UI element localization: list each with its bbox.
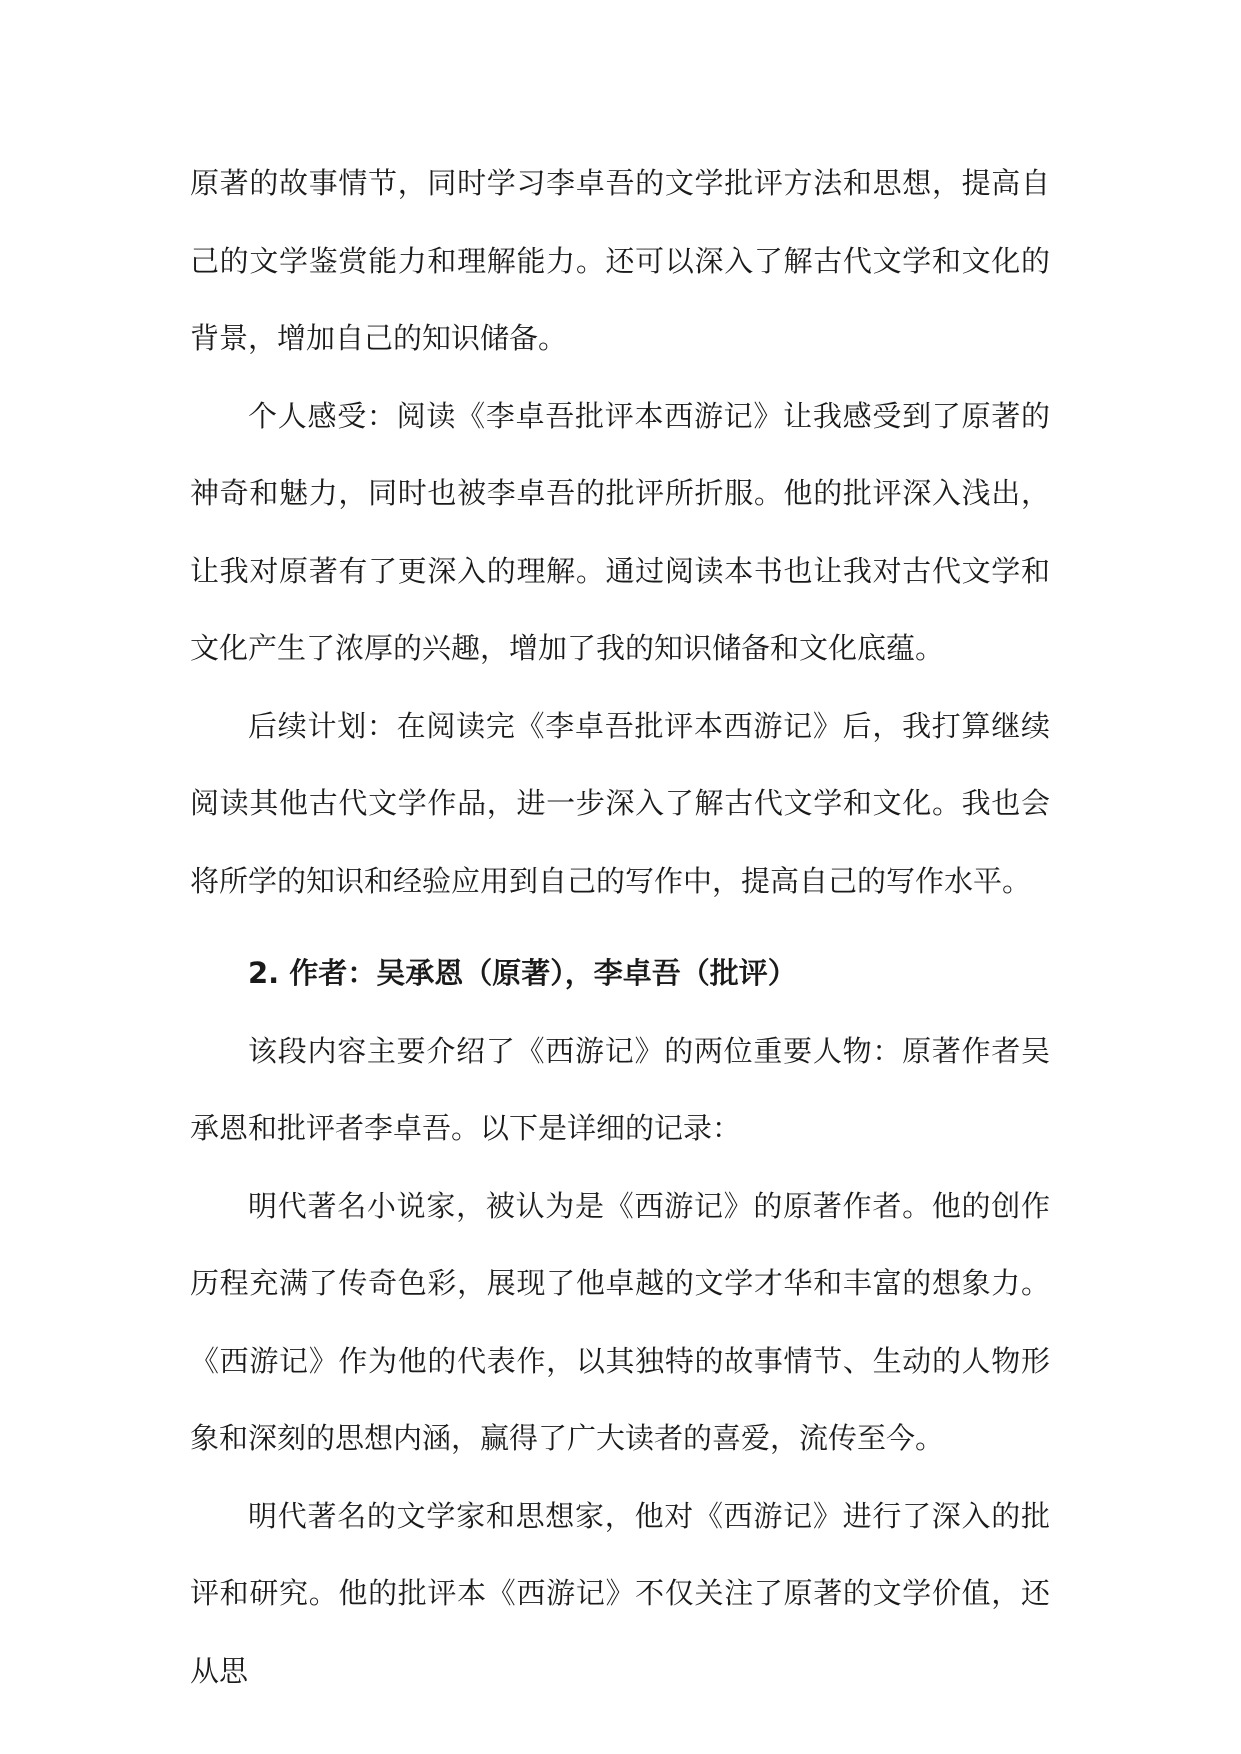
- section-heading-authors: 2. 作者：吴承恩（原著），李卓吾（批评）: [248, 956, 797, 990]
- paragraph-future-plans: 后续计划：在阅读完《李卓吾批评本西游记》后，我打算继续阅读其他古代文学作品，进一步深入了解古代文学和文化。我也会将所学的知识和经验应用到自己的写作中，提高自己的写作水平。: [190, 708, 1050, 898]
- paragraph-personal-feelings: 个人感受：阅读《李卓吾批评本西游记》让我感受到了原著的神奇和魅力，同时也被李卓吾的批评所折服。他的批评深入浅出，让我对原著有了更深入的理解。通过阅读本书也让我对古代文学和文化产生了浓厚的兴趣，增加了我的知识储备和文化底蕴。: [190, 398, 1050, 665]
- document-body: [190, 145, 1050, 1710]
- paragraph-li-zhuowu: 明代著名的文学家和思想家，他对《西游记》进行了深入的批评和研究。他的批评本《西游记》不仅关注了原著的文学价值，还从思: [190, 1498, 1050, 1688]
- paragraph-authors-intro: 该段内容主要介绍了《西游记》的两位重要人物：原著作者吴承恩和批评者李卓吾。以下是详细的记录：: [190, 1033, 1050, 1145]
- paragraph-continuation: 原著的故事情节，同时学习李卓吾的文学批评方法和思想，提高自己的文学鉴赏能力和理解能力。还可以深入了解古代文学和文化的背景，增加自己的知识储备。: [190, 166, 1050, 355]
- paragraph-wu-chengen: 明代著名小说家，被认为是《西游记》的原著作者。他的创作历程充满了传奇色彩，展现了他卓越的文学才华和丰富的想象力。《西游记》作为他的代表作，以其独特的故事情节、生动的人物形象和深刻的思想内涵，赢得了广大读者的喜爱，流传至今。: [190, 1188, 1050, 1455]
